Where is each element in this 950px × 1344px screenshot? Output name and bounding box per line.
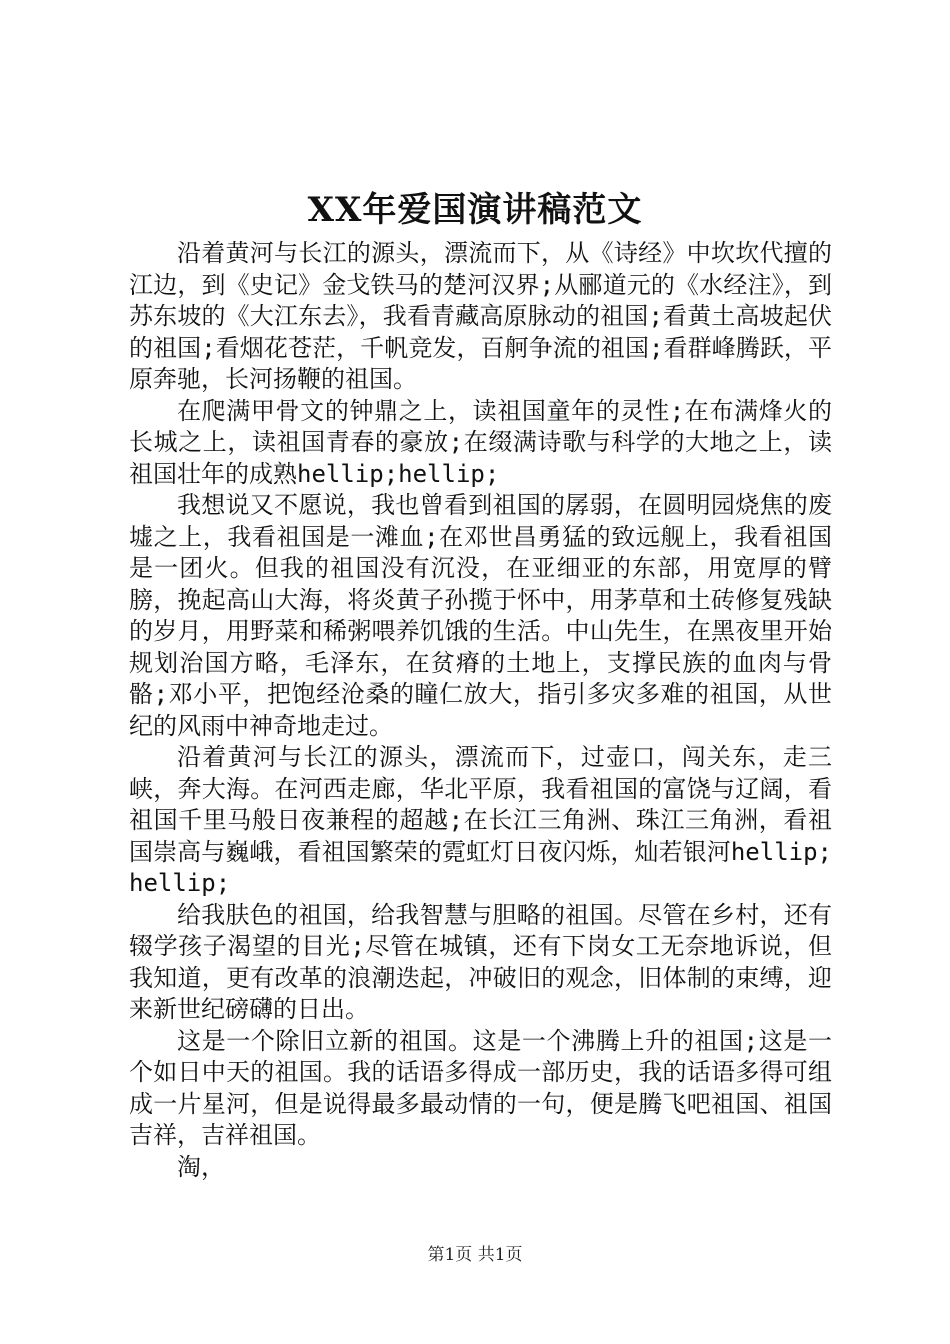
page-footer: 第1页 共1页 (427, 1245, 523, 1265)
paragraph: 这是一个除旧立新的祖国。这是一个沸腾上升的祖国;这是一个如日中天的祖国。我的话语多得成一部历史，我的话语多得可组成一片星河，但是说得最多最动情的一句，便是腾飞吧祖国、祖国吉祥，吉祥祖国。 (129, 1026, 832, 1149)
document-body (129, 238, 832, 1183)
document-title: XX年爱国演讲稿范文 (307, 190, 643, 230)
paragraph: 淘， (177, 1152, 225, 1181)
paragraph: 我想说又不愿说，我也曾看到祖国的孱弱，在圆明园烧焦的废墟之上，我看祖国是一滩血;在邓世昌勇猛的致远舰上，我看祖国是一团火。但我的祖国没有沉没，在亚细亚的东部，用宽厚的臂膀，挽起高山大海，将炎黄子孙揽于怀中，用茅草和土砖修复残缺的岁月，用野菜和稀粥喂养饥饿的生活。中山先生，在黑夜里开始规划治国方略，毛泽东，在贫瘠的土地上，支撑民族的血肉与骨骼;邓小平，把饱经沧桑的瞳仁放大，指引多灾多难的祖国，从世纪的风雨中神奇地走过。 (129, 491, 832, 740)
paragraph: 沿着黄河与长江的源头，漂流而下，从《诗经》中坎坎代擅的江边，到《史记》金戈铁马的楚河汉界;从郦道元的《水经注》，到苏东坡的《大江东去》，我看青藏高原脉动的祖国;看黄土高坡起伏的祖国;看烟花苍茫，千帆竞发，百舸争流的祖国;看群峰腾跃，平原奔驰，长河扬鞭的祖国。 (129, 239, 832, 393)
paragraph: 在爬满甲骨文的钟鼎之上，读祖国童年的灵性;在布满烽火的长城之上，读祖国青春的豪放;在缀满诗歌与科学的大地之上，读祖国壮年的成熟hellip;hellip; (129, 396, 832, 488)
paragraph: 沿着黄河与长江的源头，漂流而下，过壶口，闯关东，走三峡，奔大海。在河西走廊，华北平原，我看祖国的富饶与辽阔，看祖国千里马般日夜兼程的超越;在长江三角洲、珠江三角洲，看祖国崇高与巍峨，看祖国繁荣的霓虹灯日夜闪烁，灿若银河hellip;hellip; (129, 743, 832, 897)
paragraph: 给我肤色的祖国，给我智慧与胆略的祖国。尽管在乡村，还有辍学孩子渴望的目光;尽管在城镇，还有下岗女工无奈地诉说，但我知道，更有改革的浪潮迭起，冲破旧的观念，旧体制的束缚，迎来新世纪磅礴的日出。 (129, 900, 832, 1023)
